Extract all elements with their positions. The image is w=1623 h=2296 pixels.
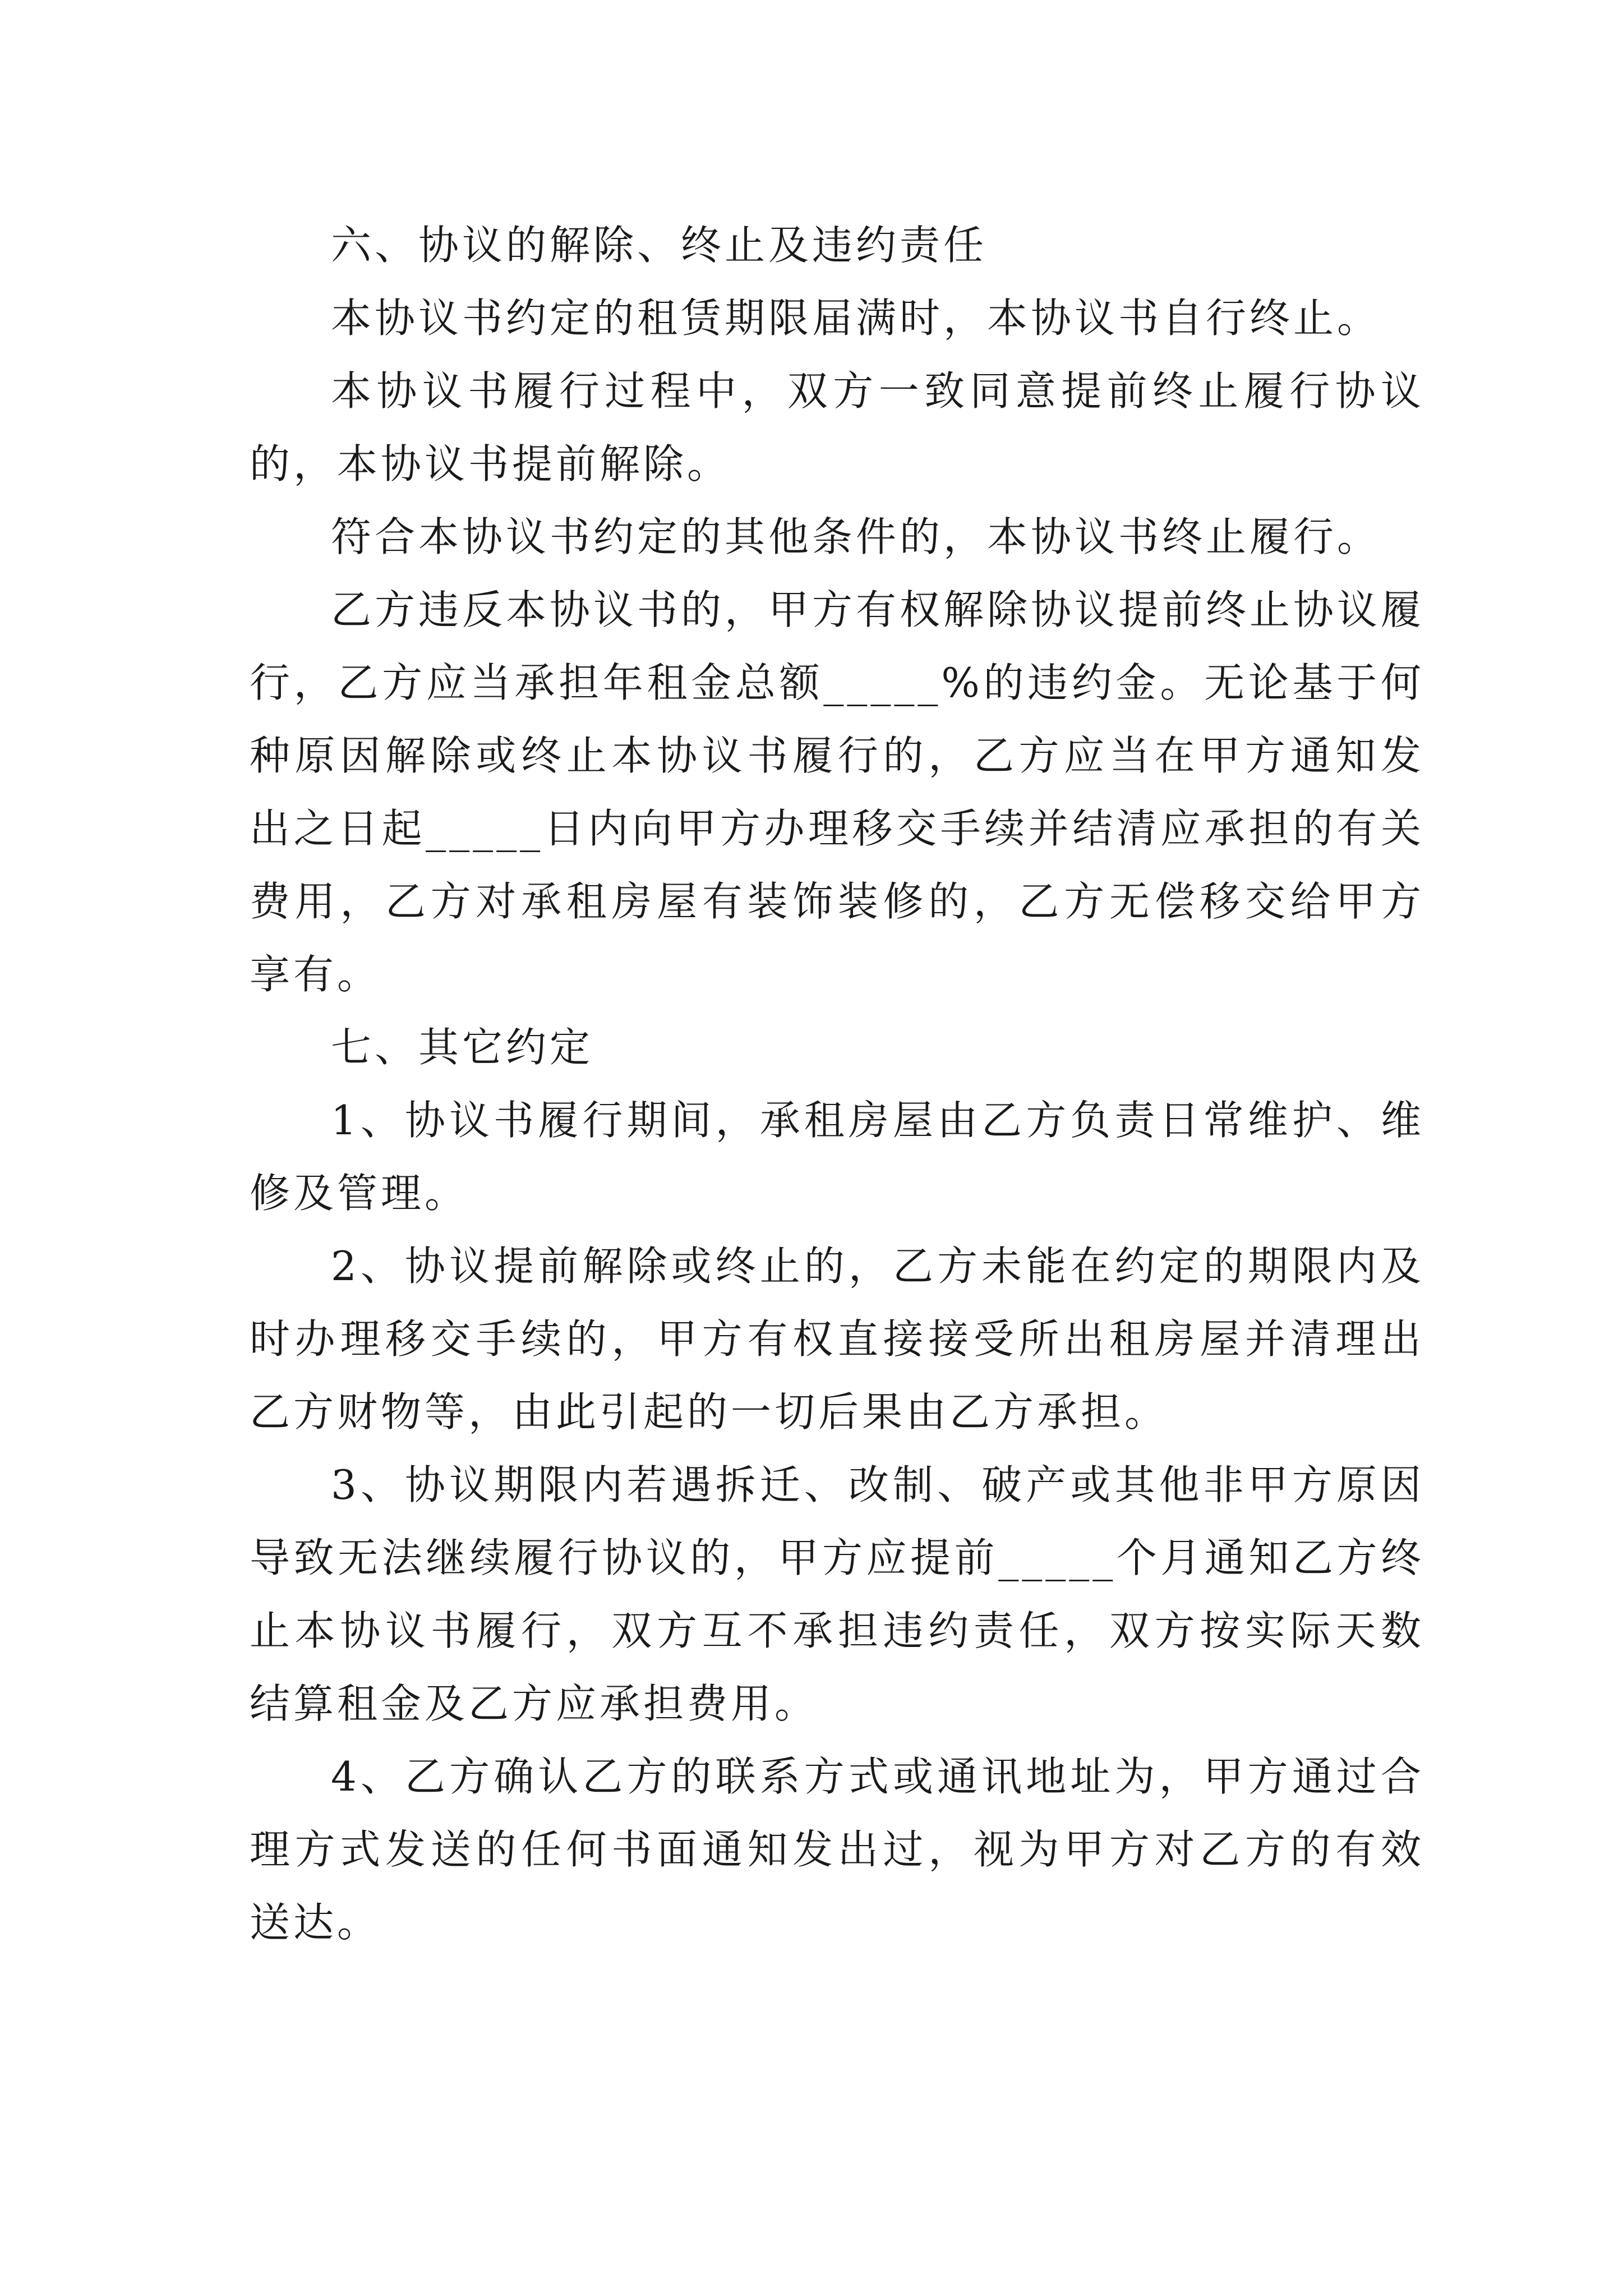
clause-1-maintenance: 1、协议书履行期间，承租房屋由乙方负责日常维护、维修及管理。	[250, 1097, 1424, 1217]
clause-4-notice: 4、乙方确认乙方的联系方式或通讯地址为，甲方通过合理方式发送的任何书面通知发出过，视为甲方对乙方的有效送达。	[250, 1753, 1424, 1946]
paragraph-mutual-termination: 本协议书履行过程中，双方一致同意提前终止履行协议的，本协议书提前解除。	[250, 367, 1424, 487]
paragraph-breach-liability: 乙方违反本协议书的，甲方有权解除协议提前终止协议履行，乙方应当承担年租金总额_____%的违约金。无论基于何种原因解除或终止本协议书履行的，乙方应当在甲方通知发出之日起_____日内向甲方办理移交手续并结清应承担的有关费用，乙方对承租房屋有装饰装修的，乙方无偿移交给甲方享有。	[250, 586, 1425, 998]
paragraph-lease-expiry: 本协议书约定的租赁期限届满时，本协议书自行终止。	[331, 295, 1381, 342]
section-heading-termination: 六、协议的解除、终止及违约责任	[331, 222, 988, 269]
section-heading-other-terms: 七、其它约定	[331, 1024, 594, 1071]
paragraph-other-conditions: 符合本协议书约定的其他条件的，本协议书终止履行。	[331, 513, 1381, 560]
clause-3-force-majeure: 3、协议期限内若遇拆迁、改制、破产或其他非甲方原因导致无法继续履行协议的，甲方应提前_____个月通知乙方终止本协议书履行，双方互不承担违约责任，双方按实际天数结算租金及乙方应承担费用。	[250, 1461, 1424, 1727]
clause-2-handover: 2、协议提前解除或终止的，乙方未能在约定的期限内及时办理移交手续的，甲方有权直接接受所出租房屋并清理出乙方财物等，由此引起的一切后果由乙方承担。	[250, 1243, 1424, 1435]
document-body	[250, 209, 1424, 1959]
